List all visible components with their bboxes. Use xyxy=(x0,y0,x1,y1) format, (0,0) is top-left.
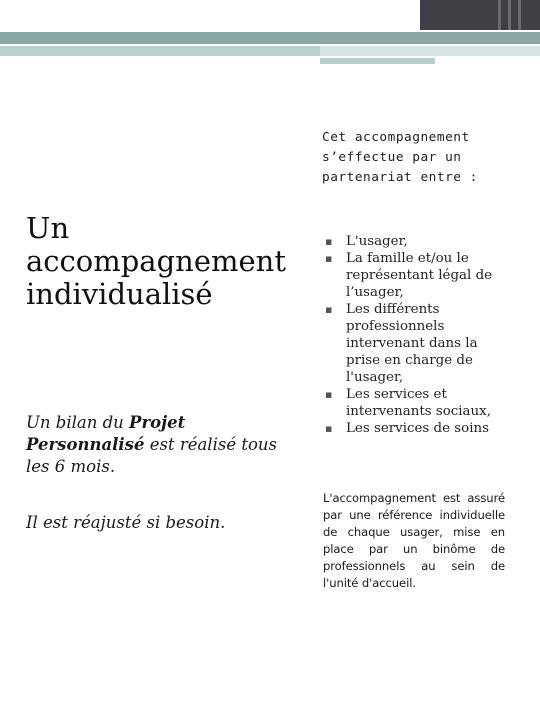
bullet-icon: ▪ xyxy=(325,252,333,265)
bullet-icon: ▪ xyxy=(325,235,333,248)
header-stripe xyxy=(508,0,511,30)
header-bar-dark xyxy=(420,0,540,30)
header-band-teal-light xyxy=(0,46,320,56)
reajuste-text: Il est réajusté si besoin. xyxy=(26,513,226,532)
bilan-prefix: Un bilan du xyxy=(26,413,130,432)
bilan-text xyxy=(26,412,301,478)
list-item xyxy=(322,250,512,301)
list-item-label: L'usager, xyxy=(346,234,408,249)
list-item xyxy=(322,386,512,420)
header-stripe xyxy=(518,0,521,30)
list-item-label: Les services et intervenants sociaux, xyxy=(346,387,491,419)
list-item xyxy=(322,420,512,437)
header-band-teal-small xyxy=(320,58,435,64)
bullet-icon: ▪ xyxy=(325,388,333,401)
header-bar-light xyxy=(0,0,420,30)
bullet-icon: ▪ xyxy=(325,303,333,316)
partners-list xyxy=(322,233,512,437)
list-item-label: Les services de soins xyxy=(346,421,490,436)
header-band-teal-pale xyxy=(320,46,540,56)
list-item-label: La famille et/ou le représentant légal de l’usager, xyxy=(346,251,493,300)
list-item-label: Les différents professionnels intervenant dans la prise en charge de l'usager, xyxy=(346,302,478,385)
bullet-icon: ▪ xyxy=(325,422,333,435)
accompagnement-text: L'accompagnement est assuré par une référence individuelle de chaque usager, mise en place par un binôme de professionnels au sein de l'unité d'accueil. xyxy=(323,491,505,590)
header-band-teal xyxy=(0,32,540,44)
bilan-bold: Projet Personnalisé xyxy=(26,413,186,454)
intro-text: Cet accompagnement s’effectue par un partenariat entre : xyxy=(322,130,478,185)
slide-title: Un accompagnement individualisé xyxy=(26,211,286,311)
list-item xyxy=(322,301,512,386)
bilan-suffix: est réalisé tous les 6 mois. xyxy=(26,435,278,476)
list-item xyxy=(322,233,512,250)
header-stripe xyxy=(498,0,501,30)
